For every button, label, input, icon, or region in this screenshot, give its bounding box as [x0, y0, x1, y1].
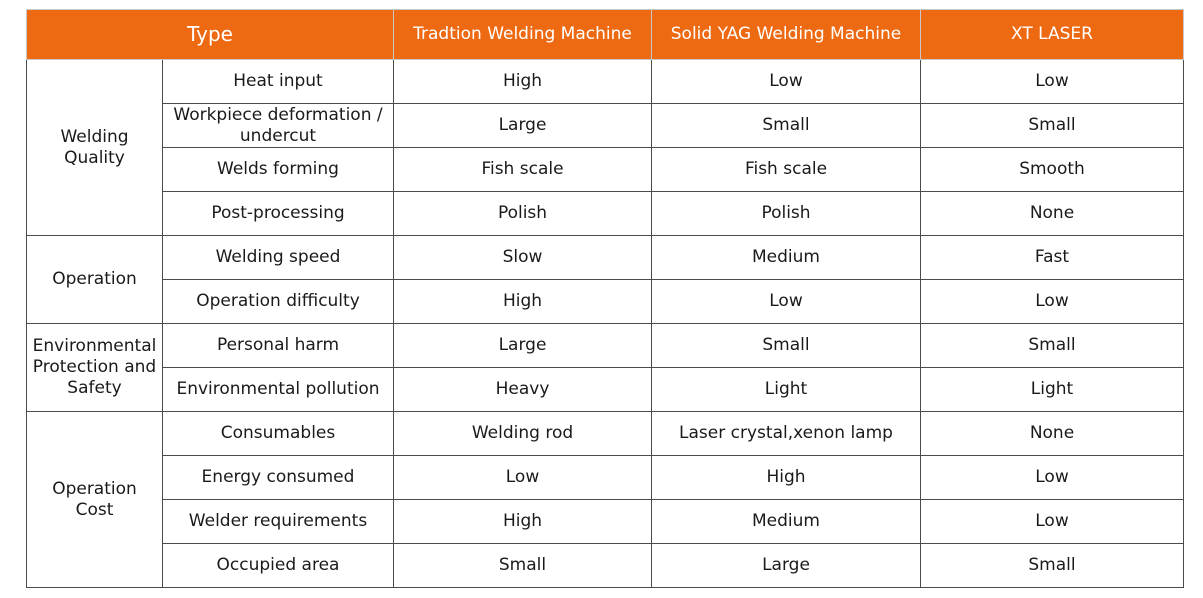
cell-yag: Light: [652, 368, 921, 412]
cell-traditional: Heavy: [394, 368, 652, 412]
cell-yag: Laser crystal,xenon lamp: [652, 412, 921, 456]
row-item: Welds forming: [163, 148, 394, 192]
table-body: [27, 60, 1184, 588]
cell-traditional: High: [394, 500, 652, 544]
table-row: [27, 544, 1184, 588]
comparison-table: [26, 9, 1184, 588]
row-item: Heat input: [163, 60, 394, 104]
cell-xt-laser: Low: [921, 60, 1184, 104]
row-item: Energy consumed: [163, 456, 394, 500]
cell-traditional: Fish scale: [394, 148, 652, 192]
table-row: [27, 412, 1184, 456]
cell-traditional: Slow: [394, 236, 652, 280]
header-yag: Solid YAG Welding Machine: [652, 10, 921, 60]
table-row: [27, 280, 1184, 324]
row-item: Welder requirements: [163, 500, 394, 544]
cell-yag: Medium: [652, 236, 921, 280]
cell-xt-laser: None: [921, 192, 1184, 236]
table-header: [27, 10, 1184, 60]
cell-xt-laser: Fast: [921, 236, 1184, 280]
cell-yag: Fish scale: [652, 148, 921, 192]
group-label: Operation Cost: [27, 412, 163, 588]
cell-xt-laser: Small: [921, 104, 1184, 148]
cell-xt-laser: Small: [921, 544, 1184, 588]
table-row: [27, 500, 1184, 544]
group-label: Operation: [27, 236, 163, 324]
row-item: Operation difficulty: [163, 280, 394, 324]
cell-traditional: Polish: [394, 192, 652, 236]
cell-traditional: Small: [394, 544, 652, 588]
table-row: [27, 148, 1184, 192]
cell-yag: Small: [652, 104, 921, 148]
row-item: Occupied area: [163, 544, 394, 588]
cell-traditional: Low: [394, 456, 652, 500]
group-label: Welding Quality: [27, 60, 163, 236]
cell-yag: High: [652, 456, 921, 500]
row-item: Consumables: [163, 412, 394, 456]
table-row: [27, 104, 1184, 148]
table-row: [27, 324, 1184, 368]
cell-traditional: Welding rod: [394, 412, 652, 456]
cell-xt-laser: Light: [921, 368, 1184, 412]
cell-yag: Medium: [652, 500, 921, 544]
cell-xt-laser: Small: [921, 324, 1184, 368]
header-type: Type: [27, 10, 394, 60]
cell-xt-laser: Low: [921, 456, 1184, 500]
cell-yag: Polish: [652, 192, 921, 236]
header-traditional: Tradtion Welding Machine: [394, 10, 652, 60]
row-item: Workpiece deformation / undercut: [163, 104, 394, 148]
header-xt-laser: XT LASER: [921, 10, 1184, 60]
cell-xt-laser: None: [921, 412, 1184, 456]
table-row: [27, 60, 1184, 104]
cell-yag: Low: [652, 280, 921, 324]
cell-traditional: Large: [394, 324, 652, 368]
cell-traditional: Large: [394, 104, 652, 148]
row-item: Post-processing: [163, 192, 394, 236]
row-item: Personal harm: [163, 324, 394, 368]
table-row: [27, 368, 1184, 412]
cell-yag: Low: [652, 60, 921, 104]
cell-traditional: High: [394, 280, 652, 324]
row-item: Welding speed: [163, 236, 394, 280]
table-row: [27, 456, 1184, 500]
cell-yag: Small: [652, 324, 921, 368]
table-row: [27, 236, 1184, 280]
header-row: [27, 10, 1184, 60]
group-label: Environmental Protection and Safety: [27, 324, 163, 412]
row-item: Environmental pollution: [163, 368, 394, 412]
cell-traditional: High: [394, 60, 652, 104]
cell-xt-laser: Low: [921, 280, 1184, 324]
cell-xt-laser: Smooth: [921, 148, 1184, 192]
cell-xt-laser: Low: [921, 500, 1184, 544]
cell-yag: Large: [652, 544, 921, 588]
table-row: [27, 192, 1184, 236]
